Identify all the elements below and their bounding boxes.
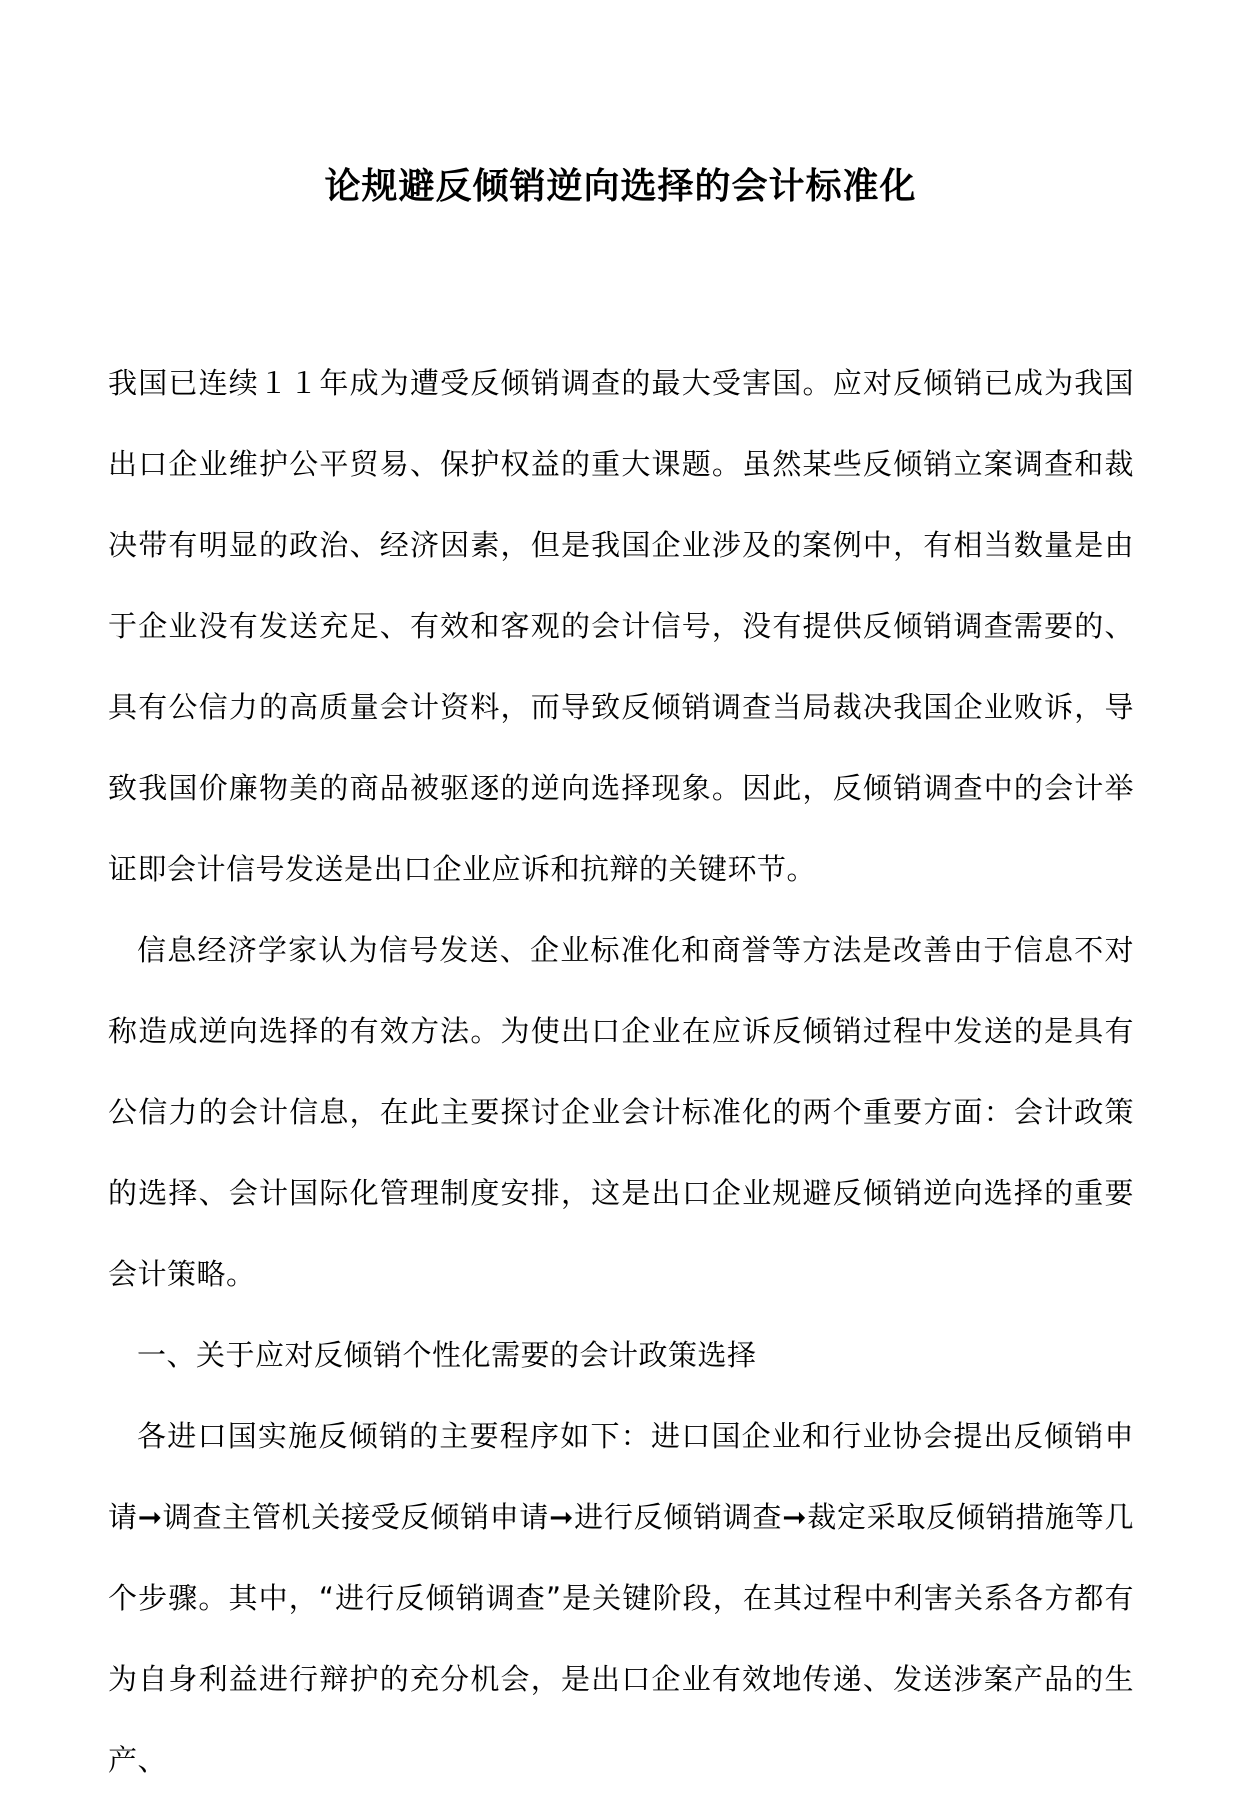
document-title: 论规避反倾销逆向选择的会计标准化 [324, 165, 917, 207]
paragraph-3: 各进口国实施反倾销的主要程序如下：进口国企业和行业协会提出反倾销申请➞调查主管机关接受反倾销申请➞进行反倾销调查➞裁定采取反倾销措施等几个步骤。其中，“进行反倾销调查”是关键阶段，在其过程中利害关系各方都有为自身利益进行辩护的充分机会，是出口企业有效地传递、发送涉案产品的生产、 [108, 1419, 1134, 1777]
paragraph-1: 我国已连续１１年成为遭受反倾销调查的最大受害国。应对反倾销已成为我国出口企业维护公平贸易、保护权益的重大课题。虽然某些反倾销立案调查和裁决带有明显的政治、经济因素，但是我国企业涉及的案例中，有相当数量是由于企业没有发送充足、有效和客观的会计信号，没有提供反倾销调查需要的、具有公信力的高质量会计资料，而导致反倾销调查当局裁决我国企业败诉，导致我国价廉物美的商品被驱逐的逆向选择现象。因此，反倾销调查中的会计举证即会计信号发送是出口企业应诉和抗辩的关键环节。 [108, 366, 1134, 886]
paragraph-2: 信息经济学家认为信号发送、企业标准化和商誉等方法是改善由于信息不对称造成逆向选择的有效方法。为使出口企业在应诉反倾销过程中发送的是具有公信力的会计信息，在此主要探讨企业会计标准化的两个重要方面：会计政策的选择、会计国际化管理制度安排，这是出口企业规避反倾销逆向选择的重要会计策略。 [108, 933, 1134, 1291]
section-heading-1: 一、关于应对反倾销个性化需要的会计政策选择 [137, 1338, 757, 1372]
document-body [108, 343, 1134, 1801]
